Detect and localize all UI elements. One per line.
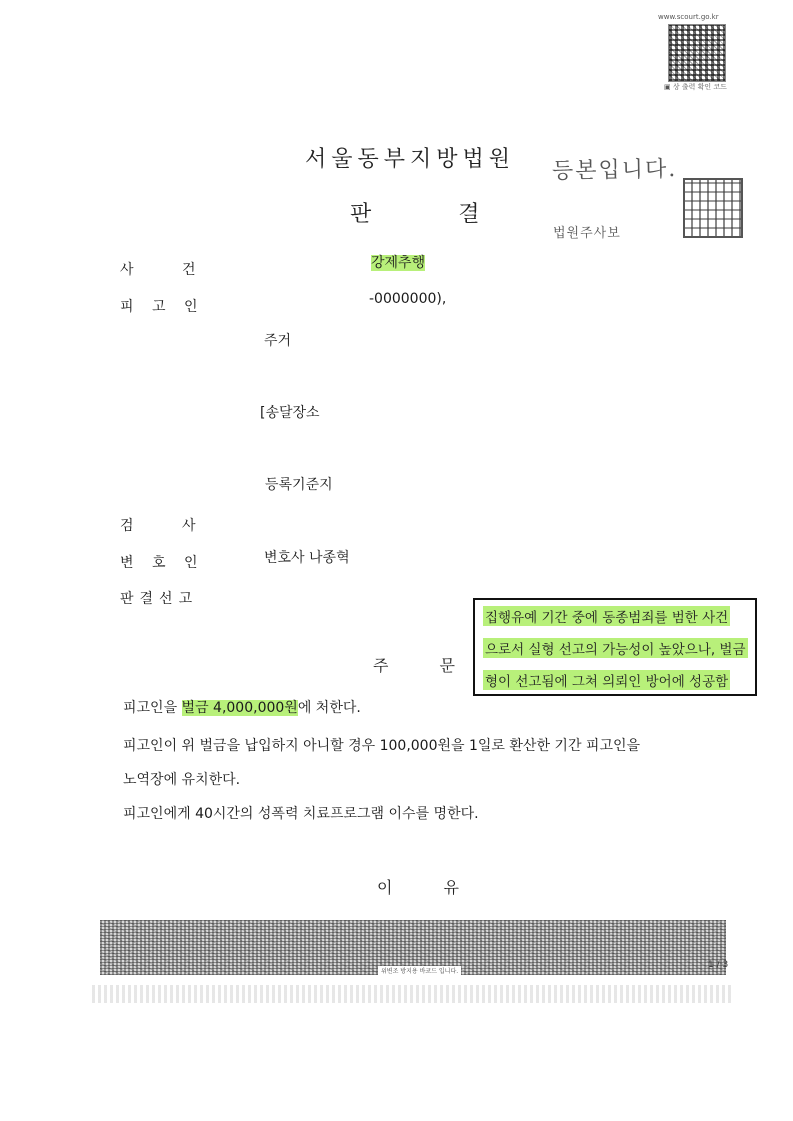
callout-line-1: 집행유예 기간 중에 동종범죄를 범한 사건 xyxy=(483,606,730,626)
order-heading: 주 문 xyxy=(373,656,455,675)
barcode-note: 위변조 방지용 바코드 입니다. xyxy=(378,966,461,975)
registry-label: 등록기준지 xyxy=(265,477,333,493)
defendant-label: 피 고 인 xyxy=(120,299,198,315)
delivery-label: [송달장소 xyxy=(260,405,320,421)
callout-line-2: 으로서 실형 선고의 가능성이 높았으나, 벌금 xyxy=(483,638,748,658)
callout-line-3: 형이 선고됨에 그쳐 의뢰인 방어에 성공함 xyxy=(483,670,730,690)
qr-url: www.scourt.go.kr xyxy=(658,13,719,21)
document-title: 판 결 xyxy=(350,202,480,227)
reason-heading: 이 유 xyxy=(377,878,459,897)
counsel-value: 변호사 나종혁 xyxy=(264,550,350,566)
order-line-1 xyxy=(123,697,361,717)
order-line-1-pre: 피고인을 xyxy=(123,700,182,716)
handwritten-subnote: 법원주사보 xyxy=(553,226,621,241)
scan-artifact xyxy=(92,985,732,1003)
sentencing-label: 판결선고 xyxy=(120,591,199,607)
prosecutor-label: 검 사 xyxy=(120,518,196,534)
callout-box xyxy=(473,598,757,696)
defendant-value: -0000000), xyxy=(369,291,447,307)
order-line-1-post: 에 처한다. xyxy=(297,700,361,716)
order-line-3: 노역장에 유치한다. xyxy=(123,772,241,788)
counsel-label: 변 호 인 xyxy=(120,555,198,571)
case-value-text: 강제추행 xyxy=(371,255,426,271)
qr-code xyxy=(668,24,726,82)
handwritten-note: 등본입니다. xyxy=(551,156,678,185)
order-line-2: 피고인이 위 벌금을 납입하지 아니할 경우 100,000원을 1일로 환산한 기간 피고인을 xyxy=(123,738,641,754)
qr-caption: ▣ 상 출력 확인 코드 xyxy=(664,83,727,91)
page-number: 1 / 3 xyxy=(708,960,729,970)
case-value xyxy=(371,252,425,272)
court-name: 서울동부지방법원 xyxy=(305,147,516,172)
court-seal xyxy=(683,178,743,238)
residence-label: 주거 xyxy=(264,333,292,349)
fine-amount: 벌금 4,000,000원 xyxy=(181,700,298,716)
order-line-4: 피고인에게 40시간의 성폭력 치료프로그램 이수를 명한다. xyxy=(123,806,479,822)
case-label: 사 건 xyxy=(120,262,196,278)
